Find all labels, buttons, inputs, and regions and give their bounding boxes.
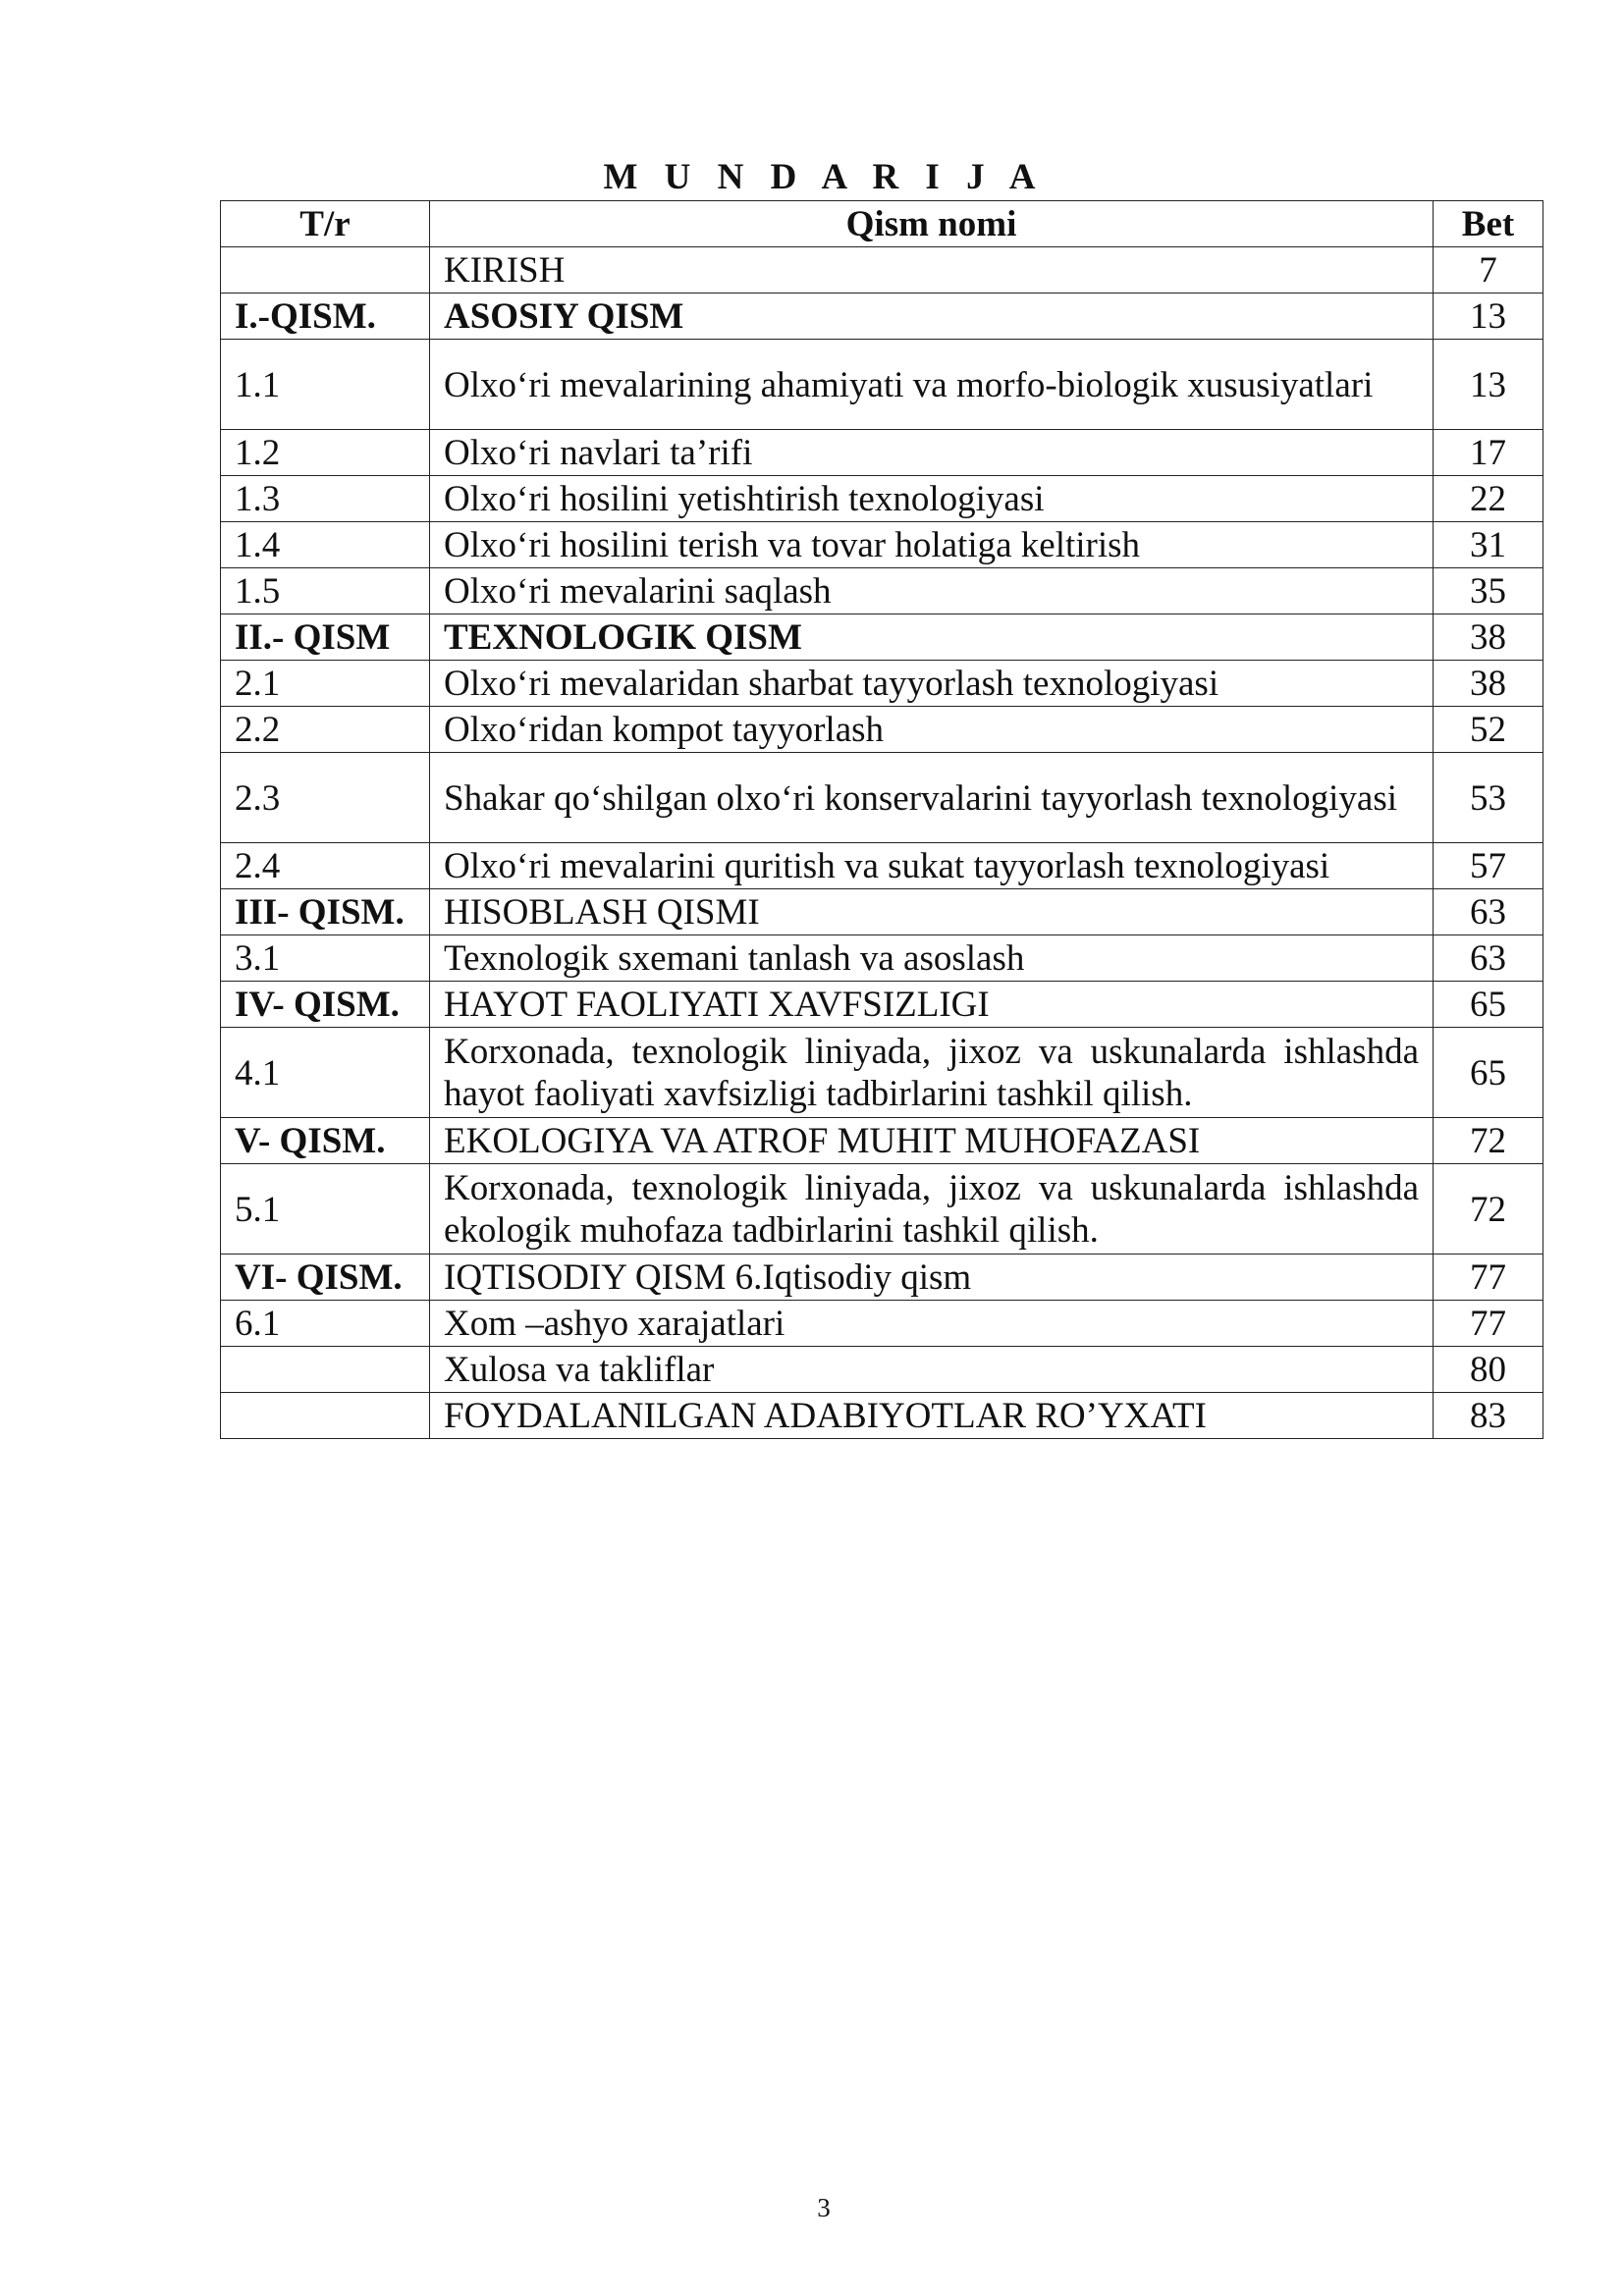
row-title: Xulosa va takliflar bbox=[430, 1347, 1434, 1393]
row-title: Xom –ashyo xarajatlari bbox=[430, 1301, 1434, 1347]
row-number: III- QISM. bbox=[221, 889, 430, 935]
table-row bbox=[221, 1028, 1543, 1118]
row-page: 72 bbox=[1434, 1118, 1543, 1164]
row-title: KIRISH bbox=[430, 247, 1434, 294]
table-row bbox=[221, 430, 1543, 476]
table-body bbox=[221, 247, 1543, 1439]
table-header-row bbox=[221, 201, 1543, 247]
table-row bbox=[221, 889, 1543, 935]
header-number: T/r bbox=[221, 201, 430, 247]
row-title: HISOBLASH QISMI bbox=[430, 889, 1434, 935]
row-title: Olxo‘ri hosilini terish va tovar holatiga keltirish bbox=[430, 522, 1434, 568]
table-row bbox=[221, 476, 1543, 522]
row-number: 4.1 bbox=[221, 1028, 430, 1118]
row-title: Olxo‘ri mevalarini quritish va sukat tayyorlash texnologiyasi bbox=[430, 843, 1434, 889]
row-title: Olxo‘ri mevalarini saqlash bbox=[430, 568, 1434, 614]
row-page: 7 bbox=[1434, 247, 1543, 294]
row-number: 1.5 bbox=[221, 568, 430, 614]
row-number: IV- QISM. bbox=[221, 982, 430, 1028]
row-number: 2.3 bbox=[221, 753, 430, 843]
row-page: 38 bbox=[1434, 614, 1543, 661]
table-row bbox=[221, 522, 1543, 568]
row-page: 63 bbox=[1434, 935, 1543, 982]
table-row bbox=[221, 753, 1543, 843]
header-page: Bet bbox=[1434, 201, 1543, 247]
row-page: 22 bbox=[1434, 476, 1543, 522]
table-row bbox=[221, 1393, 1543, 1439]
row-number: 1.3 bbox=[221, 476, 430, 522]
table-row bbox=[221, 247, 1543, 294]
row-title: Olxo‘ridan kompot tayyorlash bbox=[430, 707, 1434, 753]
row-number: V- QISM. bbox=[221, 1118, 430, 1164]
table-row bbox=[221, 1118, 1543, 1164]
row-page: 35 bbox=[1434, 568, 1543, 614]
row-page: 53 bbox=[1434, 753, 1543, 843]
row-page: 65 bbox=[1434, 1028, 1543, 1118]
table-row bbox=[221, 294, 1543, 340]
table-of-contents bbox=[220, 200, 1543, 1439]
row-title: Korxonada, texnologik liniyada, jixoz va uskunalarda ishlashda hayot faoliyati xavfsizligi tadbirlarini tashkil qilish. bbox=[430, 1028, 1434, 1118]
row-title: Olxo‘ri mevalaridan sharbat tayyorlash texnologiyasi bbox=[430, 661, 1434, 707]
table-row bbox=[221, 1347, 1543, 1393]
row-title: ASOSIY QISM bbox=[430, 294, 1434, 340]
row-title: Olxo‘ri mevalarining ahamiyati va morfo-biologik xususiyatlari bbox=[430, 340, 1434, 430]
row-title: TEXNOLOGIK QISM bbox=[430, 614, 1434, 661]
row-number: VI- QISM. bbox=[221, 1255, 430, 1301]
table-row bbox=[221, 661, 1543, 707]
row-number: 2.1 bbox=[221, 661, 430, 707]
table-row bbox=[221, 614, 1543, 661]
row-number: II.- QISM bbox=[221, 614, 430, 661]
row-page: 31 bbox=[1434, 522, 1543, 568]
table-row bbox=[221, 707, 1543, 753]
row-number: 3.1 bbox=[221, 935, 430, 982]
row-page: 13 bbox=[1434, 294, 1543, 340]
table-row bbox=[221, 568, 1543, 614]
row-page: 80 bbox=[1434, 1347, 1543, 1393]
table-row bbox=[221, 935, 1543, 982]
row-title: HAYOT FAOLIYATI XAVFSIZLIGI bbox=[430, 982, 1434, 1028]
page-number: 3 bbox=[817, 2193, 831, 2222]
row-page: 63 bbox=[1434, 889, 1543, 935]
row-page: 13 bbox=[1434, 340, 1543, 430]
row-page: 38 bbox=[1434, 661, 1543, 707]
row-page: 52 bbox=[1434, 707, 1543, 753]
table-row bbox=[221, 843, 1543, 889]
table-row bbox=[221, 340, 1543, 430]
row-title: Texnologik sxemani tanlash va asoslash bbox=[430, 935, 1434, 982]
table-row bbox=[221, 1164, 1543, 1255]
row-number: 2.2 bbox=[221, 707, 430, 753]
row-number: 1.2 bbox=[221, 430, 430, 476]
document-title: M U N D A R I J A bbox=[603, 157, 1045, 197]
row-page: 77 bbox=[1434, 1255, 1543, 1301]
table-row bbox=[221, 982, 1543, 1028]
row-page: 57 bbox=[1434, 843, 1543, 889]
row-page: 83 bbox=[1434, 1393, 1543, 1439]
row-number: 1.4 bbox=[221, 522, 430, 568]
row-number: I.-QISM. bbox=[221, 294, 430, 340]
row-number: 1.1 bbox=[221, 340, 430, 430]
row-page: 65 bbox=[1434, 982, 1543, 1028]
row-title: Olxo‘ri hosilini yetishtirish texnologiyasi bbox=[430, 476, 1434, 522]
row-number bbox=[221, 1347, 430, 1393]
row-number: 5.1 bbox=[221, 1164, 430, 1255]
row-number bbox=[221, 247, 430, 294]
row-page: 77 bbox=[1434, 1301, 1543, 1347]
row-number: 6.1 bbox=[221, 1301, 430, 1347]
row-number bbox=[221, 1393, 430, 1439]
row-page: 72 bbox=[1434, 1164, 1543, 1255]
row-title: FOYDALANILGAN ADABIYOTLAR RO’YXATI bbox=[430, 1393, 1434, 1439]
row-number: 2.4 bbox=[221, 843, 430, 889]
row-title: Shakar qo‘shilgan olxo‘ri konservalarini tayyorlash texnologiyasi bbox=[430, 753, 1434, 843]
header-name: Qism nomi bbox=[430, 201, 1434, 247]
table-row bbox=[221, 1255, 1543, 1301]
row-page: 17 bbox=[1434, 430, 1543, 476]
row-title: EKOLOGIYA VA ATROF MUHIT MUHOFAZASI bbox=[430, 1118, 1434, 1164]
row-title: Korxonada, texnologik liniyada, jixoz va uskunalarda ishlashda ekologik muhofaza tadbirlarini tashkil qilish. bbox=[430, 1164, 1434, 1255]
table-row bbox=[221, 1301, 1543, 1347]
row-title: IQTISODIY QISM 6.Iqtisodiy qism bbox=[430, 1255, 1434, 1301]
row-title: Olxo‘ri navlari ta’rifi bbox=[430, 430, 1434, 476]
